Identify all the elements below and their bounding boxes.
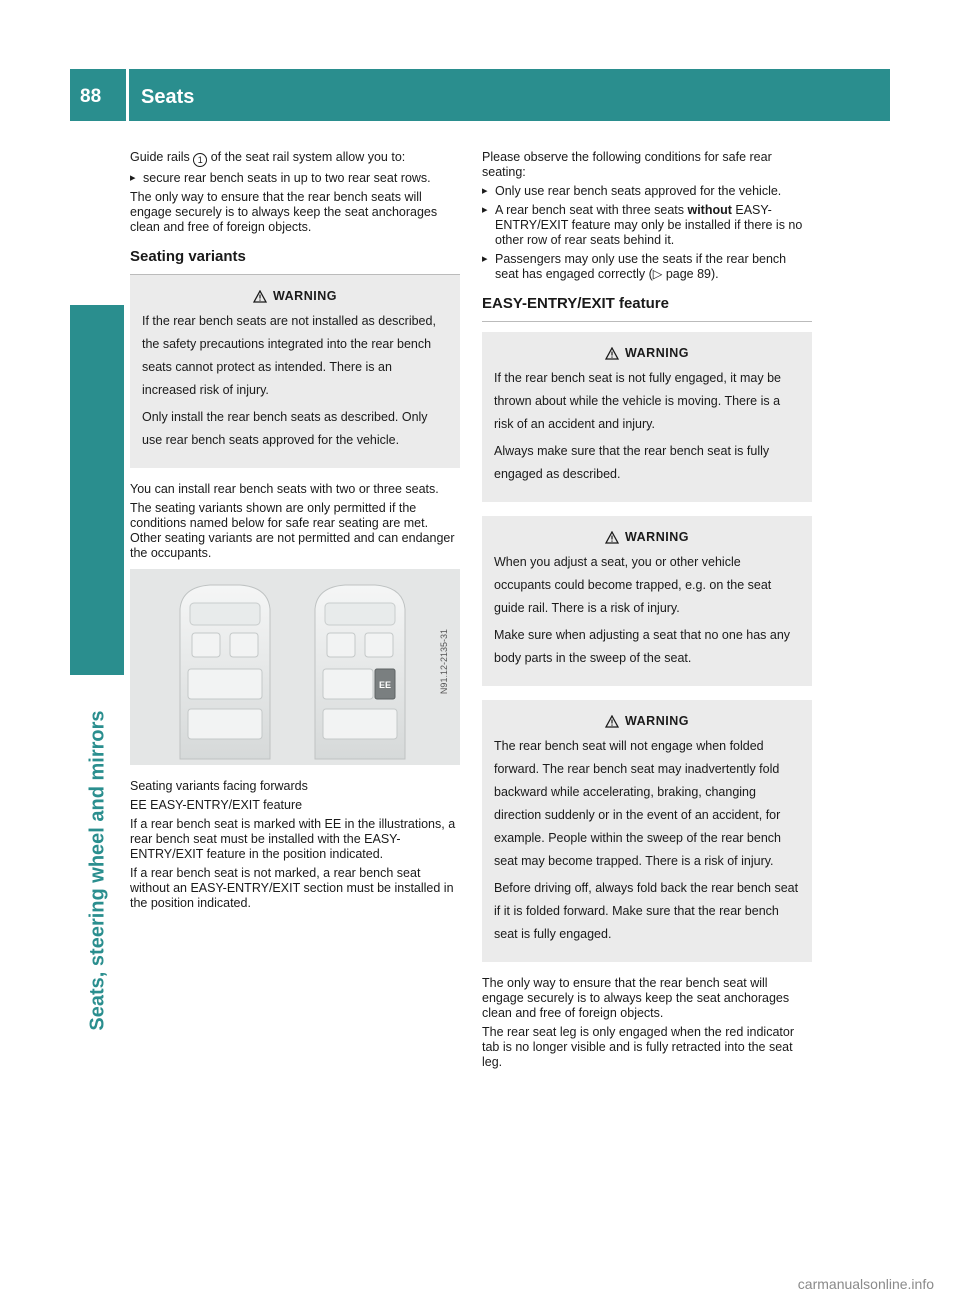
left-para-3: The seating variants shown are only permitted if the conditions named below for safe rear seating are met. Other seating variants are not permitted and can endanger the occupants. [130, 501, 455, 560]
seating-variants-figure [130, 569, 460, 765]
warning-1-text-2: Always make sure that the rear bench seat is fully engaged as described. [494, 444, 770, 481]
warning-title [142, 285, 448, 308]
car-variant-right [315, 585, 405, 759]
warning-title-3 [494, 710, 800, 733]
car-variant-left [180, 585, 270, 759]
right-bullet-2-bold: without [687, 203, 732, 217]
warning-box-3 [482, 700, 812, 962]
watermark: carmanualsonline.info [797, 1276, 934, 1292]
warning-text-1: If the rear bench seats are not installed as described, the safety precautions integrated into the rear bench seats cannot protect as intended. There is an increased risk of injury. [142, 314, 436, 397]
left-bullet-1: ▸ secure rear bench seats in up to two rear seat rows. [130, 171, 460, 186]
figure-code: N91.12-2135-31 [439, 629, 449, 695]
right-para-1: The only way to ensure that the rear bench seat will engage securely is to always keep the seat anchorages clean and free of foreign objects. [482, 976, 790, 1020]
warning-triangle-icon [253, 290, 267, 303]
warning-2-text-2: Make sure when adjusting a seat that no one has any body parts in the sweep of the seat. [494, 628, 791, 665]
warning-label-3: WARNING [625, 714, 689, 728]
guide-rail-marker: 1 [193, 153, 207, 167]
warning-triangle-icon [605, 715, 619, 728]
warning-box-1 [482, 332, 812, 502]
side-label [78, 680, 118, 1060]
right-column [482, 150, 812, 1074]
header-divider [126, 69, 129, 121]
right-bullet-2 [482, 203, 812, 248]
left-intro [130, 150, 460, 167]
svg-text:EE: EE [378, 680, 392, 690]
left-intro-text-b: of the seat rail system allow you to: [207, 150, 406, 164]
seating-diagram [130, 569, 460, 765]
left-para-2: You can install rear bench seats with two or three seats. [130, 482, 439, 496]
warning-text-2: Only install the rear bench seats as described. Only use rear bench seats approved for the vehicle. [142, 410, 428, 447]
warning-box-2 [482, 516, 812, 686]
warning-label: WARNING [273, 289, 337, 303]
figure-legend: EE EASY-ENTRY/EXIT feature [130, 798, 303, 812]
right-bullet-1: ▸ Only use rear bench seats approved for the vehicle. [482, 184, 812, 199]
warning-label-2: WARNING [625, 530, 689, 544]
side-label-text: Seats, steering wheel and mirrors [86, 709, 109, 1031]
left-para-5: If a rear bench seat is not marked, a rear bench seat without an EASY-ENTRY/EXIT section must be installed in the position indicated. [130, 866, 454, 910]
page-number: 88 [80, 86, 102, 107]
warning-triangle-icon [605, 531, 619, 544]
right-intro: Please observe the following conditions for safe rear seating: [482, 150, 772, 179]
figure-caption: Seating variants facing forwards [130, 779, 308, 793]
warning-box-seating [130, 275, 460, 468]
warning-1-text-1: If the rear bench seat is not fully engaged, it may be thrown about while the vehicle is moving. There is a risk of an accident and injury. [494, 371, 781, 431]
right-bullet-2-a: A rear bench seat with three seats [495, 203, 688, 217]
left-intro-text-a: Guide rails [130, 150, 194, 164]
warning-title-1 [494, 342, 800, 365]
left-column [130, 150, 460, 915]
left-para-1: The only way to ensure that the rear bench seats will engage securely is to always keep the seat anchorages clean and free of foreign objects. [130, 190, 438, 234]
right-bullet-3[interactable]: ▸ Passengers may only use the seats if the rear bench seat has engaged correctly (▷ page 89). [482, 252, 812, 282]
left-para-4: If a rear bench seat is marked with EE in the illustrations, a rear bench seat must be installed with the EASY-ENTRY/EXIT feature in the position indicated. [130, 817, 456, 861]
warning-label-1: WARNING [625, 346, 689, 360]
warning-title-2 [494, 526, 800, 549]
heading-seating-variants: Seating variants [130, 248, 246, 265]
warning-3-text-1: The rear bench seat will not engage when folded forward. The rear bench seat may inadvertently fold backward while accelerating, braking, changing direction suddenly or in the event of an accident, for example. People within the sweep of the rear bench seat may become trapped. There is a risk of injury. [494, 739, 781, 868]
heading-easy-entry: EASY-ENTRY/EXIT feature [482, 295, 669, 312]
page-title: Seats [141, 86, 195, 108]
heading-rule-right [482, 321, 812, 322]
side-tab [70, 305, 124, 675]
right-bullet-2-b: EASY-ENTRY/EXIT feature may only be installed if there is no other row of rear seats behind it. [495, 203, 803, 247]
warning-3-text-2: Before driving off, always fold back the rear bench seat if it is folded forward. Make sure that the rear bench seat is fully engaged. [494, 881, 799, 941]
right-para-2: The rear seat leg is only engaged when the red indicator tab is no longer visible and is fully retracted into the seat leg. [482, 1025, 794, 1069]
warning-2-text-1: When you adjust a seat, you or other vehicle occupants could become trapped, e.g. on the seat guide rail. There is a risk of injury. [494, 555, 772, 615]
warning-triangle-icon [605, 347, 619, 360]
